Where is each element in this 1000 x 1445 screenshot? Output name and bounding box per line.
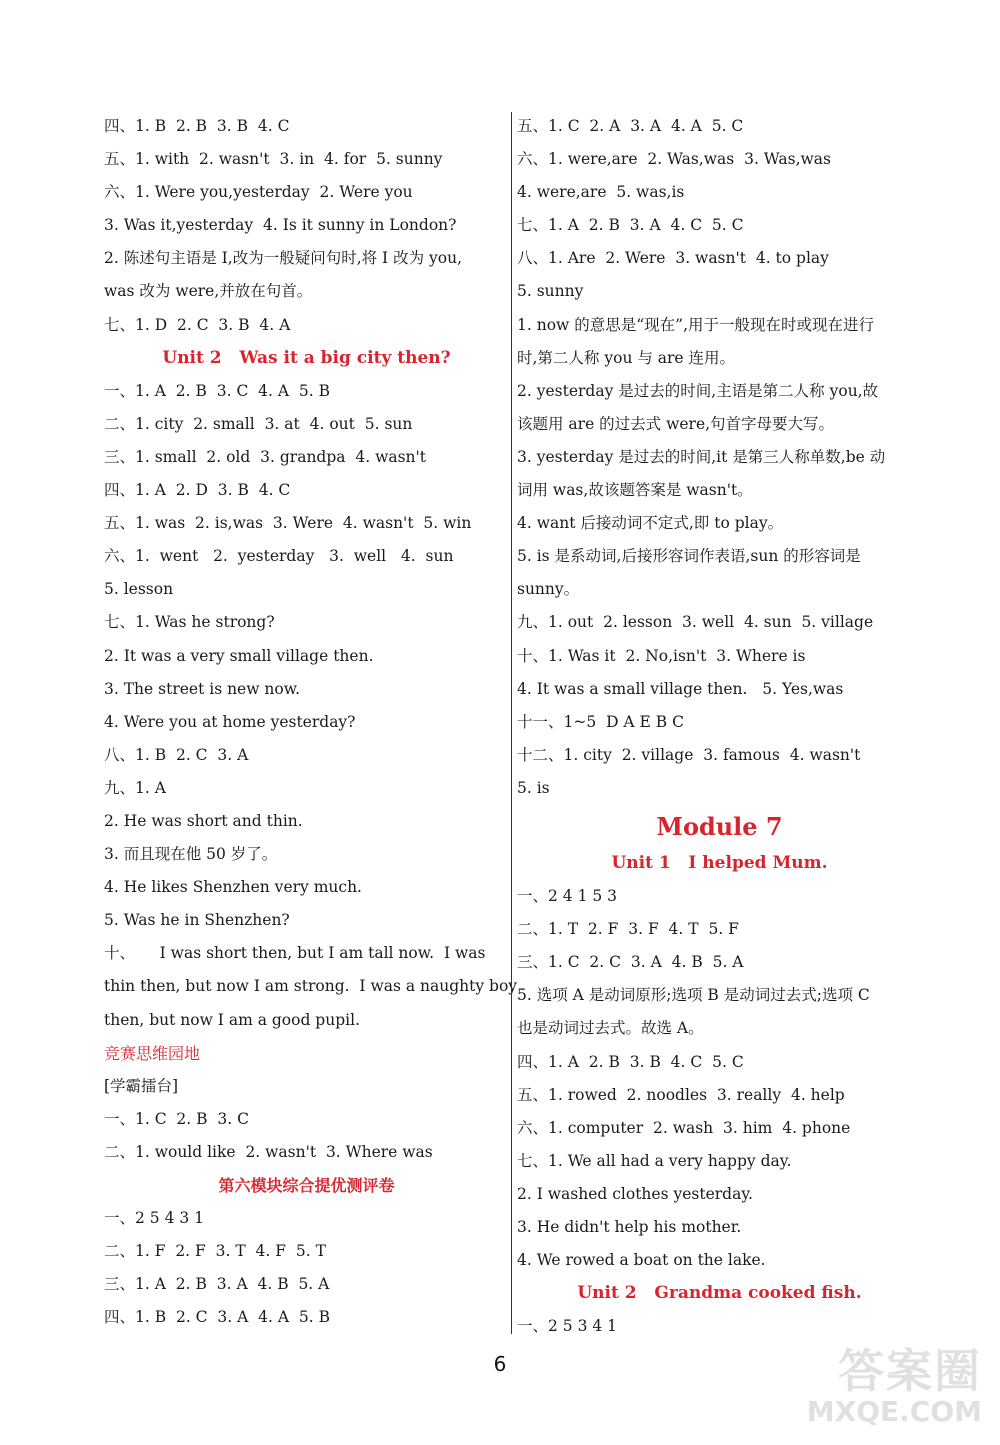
answer-line: 四、1. A 2. D 3. B 4. C: [104, 481, 291, 500]
answer-line: 四、1. B 2. C 3. A 4. A 5. B: [104, 1308, 331, 1327]
answer-line: then, but now I am a good pupil.: [104, 1010, 360, 1029]
answer-line: 2. He was short and thin.: [104, 811, 303, 830]
watermark-top-text: 答案圈: [838, 1344, 982, 1398]
answer-line: 5. is 是系动词,后接形容词作表语,sun 的形容词是: [517, 547, 861, 566]
answer-line: 六、1. Were you,yesterday 2. Were you: [104, 183, 413, 202]
answer-line: 三、1. C 2. C 3. A 4. B 5. A: [517, 953, 744, 972]
answer-line: 3. 而且现在他 50 岁了。: [104, 845, 278, 864]
section-heading: 第六模块综合提优测评卷: [218, 1176, 395, 1195]
answer-line: 2. It was a very small village then.: [104, 646, 374, 665]
answer-line: 5. lesson: [104, 580, 174, 599]
answer-line: 八、1. B 2. C 3. A: [104, 745, 249, 764]
answer-line: 2. 陈述句主语是 I,改为一般疑问句时,将 I 改为 you,: [104, 249, 463, 268]
answer-line: 1. now 的意思是“现在”,用于一般现在时或现在进行: [517, 315, 875, 334]
column-divider: [511, 112, 512, 1334]
answer-line: 八、1. Are 2. Were 3. wasn't 4. to play: [517, 249, 829, 268]
answer-line: 三、1. small 2. old 3. grandpa 4. wasn't: [104, 447, 427, 466]
answer-line: 也是动词过去式。故选 A。: [517, 1019, 704, 1038]
answer-line: 四、1. A 2. B 3. B 4. C 5. C: [517, 1052, 744, 1071]
answer-line: 3. yesterday 是过去的时间,it 是第三人称单数,be 动: [517, 447, 886, 466]
answer-line: 九、1. out 2. lesson 3. well 4. sun 5. village: [517, 613, 874, 632]
answer-line: 时,第二人称 you 与 are 连用。: [517, 348, 736, 367]
answer-line: 二、1. F 2. F 3. T 4. F 5. T: [104, 1242, 326, 1261]
answer-line: 4. We rowed a boat on the lake.: [517, 1251, 766, 1270]
answer-line: 4. He likes Shenzhen very much.: [104, 878, 362, 897]
watermark-logo: [772, 1345, 982, 1435]
answer-line: 5. sunny: [517, 282, 584, 301]
section-heading: Unit 1 I helped Mum.: [611, 852, 828, 873]
answer-line: 五、1. with 2. wasn't 3. in 4. for 5. sunny: [104, 150, 443, 169]
answer-line: 七、1. D 2. C 3. B 4. A: [104, 315, 291, 334]
answer-line: 六、1. were,are 2. Was,was 3. Was,was: [517, 150, 831, 169]
answer-line: 该题用 are 的过去式 were,句首字母要大写。: [517, 414, 835, 433]
answer-line: 一、2 5 3 4 1: [517, 1317, 618, 1336]
answer-line: 九、1. A: [104, 778, 166, 797]
answer-line: 二、1. T 2. F 3. F 4. T 5. F: [517, 920, 739, 939]
answer-line: 一、2 4 1 5 3: [517, 887, 618, 906]
answer-line: 三、1. A 2. B 3. A 4. B 5. A: [104, 1275, 330, 1294]
answer-line: 2. yesterday 是过去的时间,主语是第二人称 you,故: [517, 381, 879, 400]
answer-line: 3. The street is new now.: [104, 679, 301, 698]
answer-line: was 改为 were,并放在句首。: [104, 282, 313, 301]
answer-line: 4. It was a small village then. 5. Yes,was: [517, 679, 844, 698]
answer-line: 十、1. Was it 2. No,isn't 3. Where is: [517, 646, 806, 665]
answer-line: 十一、1~5 D A E B C: [517, 712, 684, 731]
answer-line: 3. He didn't help his mother.: [517, 1218, 742, 1236]
answer-line: 二、1. city 2. small 3. at 4. out 5. sun: [104, 414, 413, 433]
answer-line: 四、1. B 2. B 3. B 4. C: [104, 117, 290, 135]
answer-line: 十二、1. city 2. village 3. famous 4. wasn't: [517, 745, 861, 764]
section-label: 竞赛思维园地: [104, 1043, 201, 1063]
answer-line: 十、 I was short then, but I am tall now. I was: [104, 944, 486, 963]
answer-line: 五、1. rowed 2. noodles 3. really 4. help: [517, 1085, 845, 1104]
answer-line: 词用 was,故该题答案是 wasn't。: [517, 481, 753, 500]
section-heading: Unit 2 Grandma cooked fish.: [577, 1283, 862, 1304]
right-column: [517, 110, 922, 1343]
answer-line: 5. is: [517, 778, 550, 797]
section-heading: Unit 2 Was it a big city then?: [162, 347, 451, 368]
page-number: 6: [493, 1352, 507, 1376]
answer-line: 2. I washed clothes yesterday.: [517, 1184, 753, 1203]
answer-line: thin then, but now I am strong. I was a naughty boy: [104, 977, 518, 996]
answer-line: 4. Were you at home yesterday?: [104, 712, 356, 731]
answer-line: 六、1. computer 2. wash 3. him 4. phone: [517, 1118, 851, 1137]
answer-line: 5. 选项 A 是动词原形;选项 B 是动词过去式;选项 C: [517, 986, 870, 1005]
answer-line: 五、1. C 2. A 3. A 4. A 5. C: [517, 117, 744, 135]
answer-line: 六、1. went 2. yesterday 3. well 4. sun: [104, 547, 454, 566]
answer-line: 一、1. C 2. B 3. C: [104, 1109, 249, 1128]
answer-line: sunny。: [517, 580, 580, 599]
answer-line: 一、1. A 2. B 3. C 4. A 5. B: [104, 381, 331, 400]
answer-line: 七、1. Was he strong?: [104, 613, 275, 632]
answer-line: 4. were,are 5. was,is: [517, 183, 685, 202]
answer-line: 七、1. A 2. B 3. A 4. C 5. C: [517, 216, 744, 235]
answer-line: 4. want 后接动词不定式,即 to play。: [517, 514, 784, 533]
watermark-bottom-text: MXQE.COM: [806, 1395, 982, 1428]
answer-line: 5. Was he in Shenzhen?: [104, 911, 290, 930]
answer-line: 五、1. was 2. is,was 3. Were 4. wasn't 5. win: [104, 514, 472, 533]
answer-line: [学霸擂台]: [104, 1076, 179, 1095]
answer-line: 七、1. We all had a very happy day.: [517, 1151, 792, 1170]
answer-line: 3. Was it,yesterday 4. Is it sunny in London?: [104, 216, 457, 235]
left-column: [104, 110, 518, 1334]
answer-line: 一、2 5 4 3 1: [104, 1209, 205, 1228]
answer-line: 二、1. would like 2. wasn't 3. Where was: [104, 1142, 433, 1161]
module-title: Module 7: [656, 811, 783, 841]
